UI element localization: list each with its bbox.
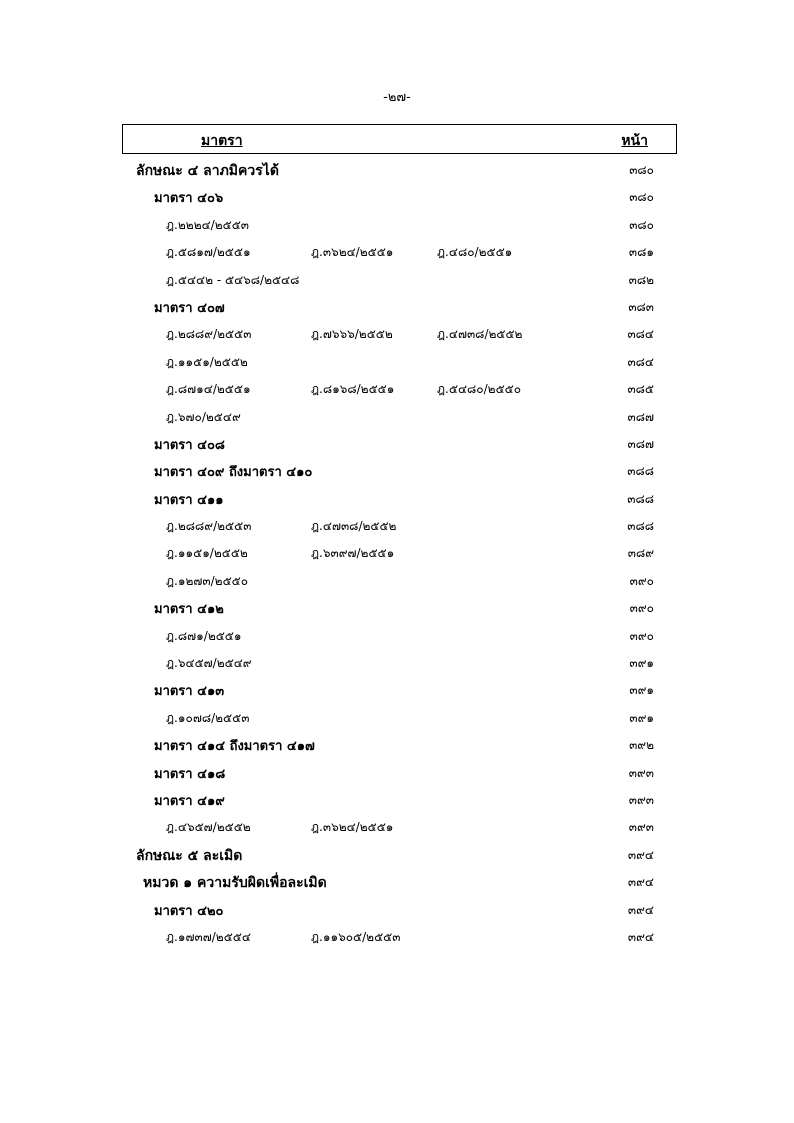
page-ref: ๓๘๘	[627, 519, 654, 534]
citation-row	[0, 566, 794, 593]
page-ref: ๓๘๑	[628, 245, 654, 260]
page-ref: ๓๙๔	[627, 875, 654, 890]
chapter-title: ลักษณะ ๔ ลาภมิควรได้	[136, 163, 279, 179]
section-row	[0, 182, 794, 209]
chapter-row	[0, 840, 794, 867]
section-title: มาตรา ๔๒๐	[154, 903, 224, 919]
citation-row	[0, 319, 794, 346]
citation-row	[0, 538, 794, 565]
page-ref: ๓๙๔	[627, 847, 654, 862]
section-title: มาตรา ๔๐๘	[154, 437, 225, 453]
citation-row	[0, 812, 794, 839]
section-title: มาตรา ๔๑๑	[154, 492, 224, 508]
case-citation: ฎ.๒๘๘๙/๒๕๕๓	[166, 327, 252, 342]
index-entries	[0, 155, 794, 949]
page-ref: ๓๘๓	[628, 299, 654, 314]
case-citation: ฎ.๕๘๑๗/๒๕๕๑	[166, 245, 251, 260]
header-section-label: มาตรา	[201, 133, 243, 149]
page-number: -๒๗-	[383, 90, 411, 105]
page-ref: ๓๘๐	[629, 163, 654, 177]
page-ref: ๓๘๗	[627, 436, 654, 451]
table-header	[122, 124, 677, 154]
section-row	[0, 292, 794, 319]
page-ref: ๓๙๓	[628, 820, 654, 835]
page-ref: ๓๘๐	[629, 217, 654, 232]
case-citation: ฎ.๑๐๗๘/๒๕๕๓	[166, 710, 250, 725]
chapter-row	[0, 155, 794, 182]
section-title: มาตรา ๔๑๘	[154, 766, 226, 782]
page-ref: ๓๘๙	[627, 546, 654, 561]
section-row	[0, 593, 794, 620]
page-ref: ๓๙๐	[629, 573, 654, 588]
case-citation: ฎ.๘๑๖๘/๒๕๕๑	[311, 382, 395, 397]
case-citation: ฎ.๓๖๒๔/๒๕๕๑	[311, 820, 394, 835]
page-ref: ๓๘๕	[627, 382, 654, 397]
citation-row	[0, 210, 794, 237]
case-citation: ฎ.๑๑๖๐๕/๒๕๕๓	[311, 929, 401, 944]
section-row	[0, 895, 794, 922]
citation-row	[0, 347, 794, 374]
section-title: มาตรา ๔๑๙	[154, 793, 225, 809]
page-ref: ๓๙๓	[628, 765, 654, 780]
page-ref: ๓๘๘	[627, 464, 654, 479]
chapter-row	[0, 867, 794, 894]
page-ref: ๓๘๔	[627, 327, 654, 342]
section-row	[0, 429, 794, 456]
case-citation: ฎ.๔๘๐/๒๕๕๑	[437, 245, 513, 260]
page-ref: ๓๘๐	[629, 190, 654, 205]
page-ref: ๓๙๔	[627, 929, 654, 944]
citation-row	[0, 374, 794, 401]
page-ref: ๓๙๑	[629, 656, 654, 671]
citation-row	[0, 237, 794, 264]
case-citation: ฎ.๖๓๙๗/๒๕๕๑	[311, 546, 395, 561]
case-citation: ฎ.๕๔๔๒ - ๕๔๖๘/๒๕๔๘	[166, 272, 300, 287]
case-citation: ฎ.๓๖๒๔/๒๕๕๑	[311, 245, 394, 260]
section-row	[0, 785, 794, 812]
case-citation: ฎ.๔๗๓๘/๒๕๕๒	[311, 519, 397, 534]
case-citation: ฎ.๕๔๘๐/๒๕๕๐	[437, 382, 522, 397]
case-citation: ฎ.๘๗๑๔/๒๕๕๑	[166, 382, 251, 397]
section-row	[0, 675, 794, 702]
case-citation: ฎ.๔๖๕๗/๒๕๕๒	[166, 820, 251, 835]
case-citation: ฎ.๖๔๕๗/๒๕๔๙	[166, 656, 252, 671]
section-title: มาตรา ๔๑๒	[154, 602, 224, 618]
page-ref: ๓๘๘	[627, 491, 654, 506]
section-row	[0, 456, 794, 483]
section-title: มาตรา ๔๑๓	[154, 684, 225, 700]
page-ref: ๓๙๑	[629, 710, 654, 725]
chapter-title: ลักษณะ ๕ ละเมิด	[136, 847, 243, 864]
citation-row	[0, 265, 794, 292]
citation-row	[0, 402, 794, 429]
case-citation: ฎ.๒๒๒๔/๒๕๕๓	[166, 217, 250, 232]
section-title: มาตรา ๔๐๙ ถึงมาตรา ๔๑๐	[154, 465, 313, 481]
case-citation: ฎ.๘๗๑/๒๕๕๑	[166, 628, 242, 643]
section-row	[0, 758, 794, 785]
citation-row	[0, 511, 794, 538]
page-ref: ๓๙๑	[629, 683, 654, 698]
case-citation: ฎ.๔๗๓๘/๒๕๕๒	[437, 327, 523, 342]
case-citation: ฎ.๖๗๐/๒๕๔๙	[166, 409, 241, 424]
section-title: มาตรา ๔๑๔ ถึงมาตรา ๔๑๗	[154, 739, 315, 755]
section-row	[0, 484, 794, 511]
citation-row	[0, 648, 794, 675]
chapter-title: หมวด ๑ ความรับผิดเพื่อละเมิด	[143, 875, 327, 892]
case-citation: ฎ.๑๒๗๓/๒๕๕๐	[166, 573, 249, 588]
section-title: มาตรา ๔๐๖	[154, 191, 224, 207]
case-citation: ฎ.๑๗๓๗/๒๕๕๔	[166, 929, 251, 944]
page-ref: ๓๘๒	[628, 272, 654, 287]
page-ref: ๓๙๔	[627, 902, 654, 917]
case-citation: ฎ.๗๖๖๖/๒๕๕๒	[311, 327, 393, 342]
citation-row	[0, 621, 794, 648]
page-ref: ๓๘๗	[627, 409, 654, 424]
page-ref: ๓๙๐	[629, 628, 654, 643]
case-citation: ฎ.๑๑๕๑/๒๕๕๒	[166, 546, 248, 561]
page-ref: ๓๘๔	[627, 354, 654, 369]
citation-row	[0, 922, 794, 949]
section-row	[0, 730, 794, 757]
citation-row	[0, 703, 794, 730]
page-ref: ๓๙๐	[629, 601, 654, 616]
header-page-label: หน้า	[621, 133, 648, 149]
page-ref: ๓๙๒	[629, 738, 654, 753]
case-citation: ฎ.๒๘๘๙/๒๕๕๓	[166, 519, 252, 534]
page-ref: ๓๙๓	[628, 792, 654, 807]
section-title: มาตรา ๔๐๗	[154, 300, 225, 316]
case-citation: ฎ.๑๑๕๑/๒๕๕๒	[166, 354, 248, 369]
